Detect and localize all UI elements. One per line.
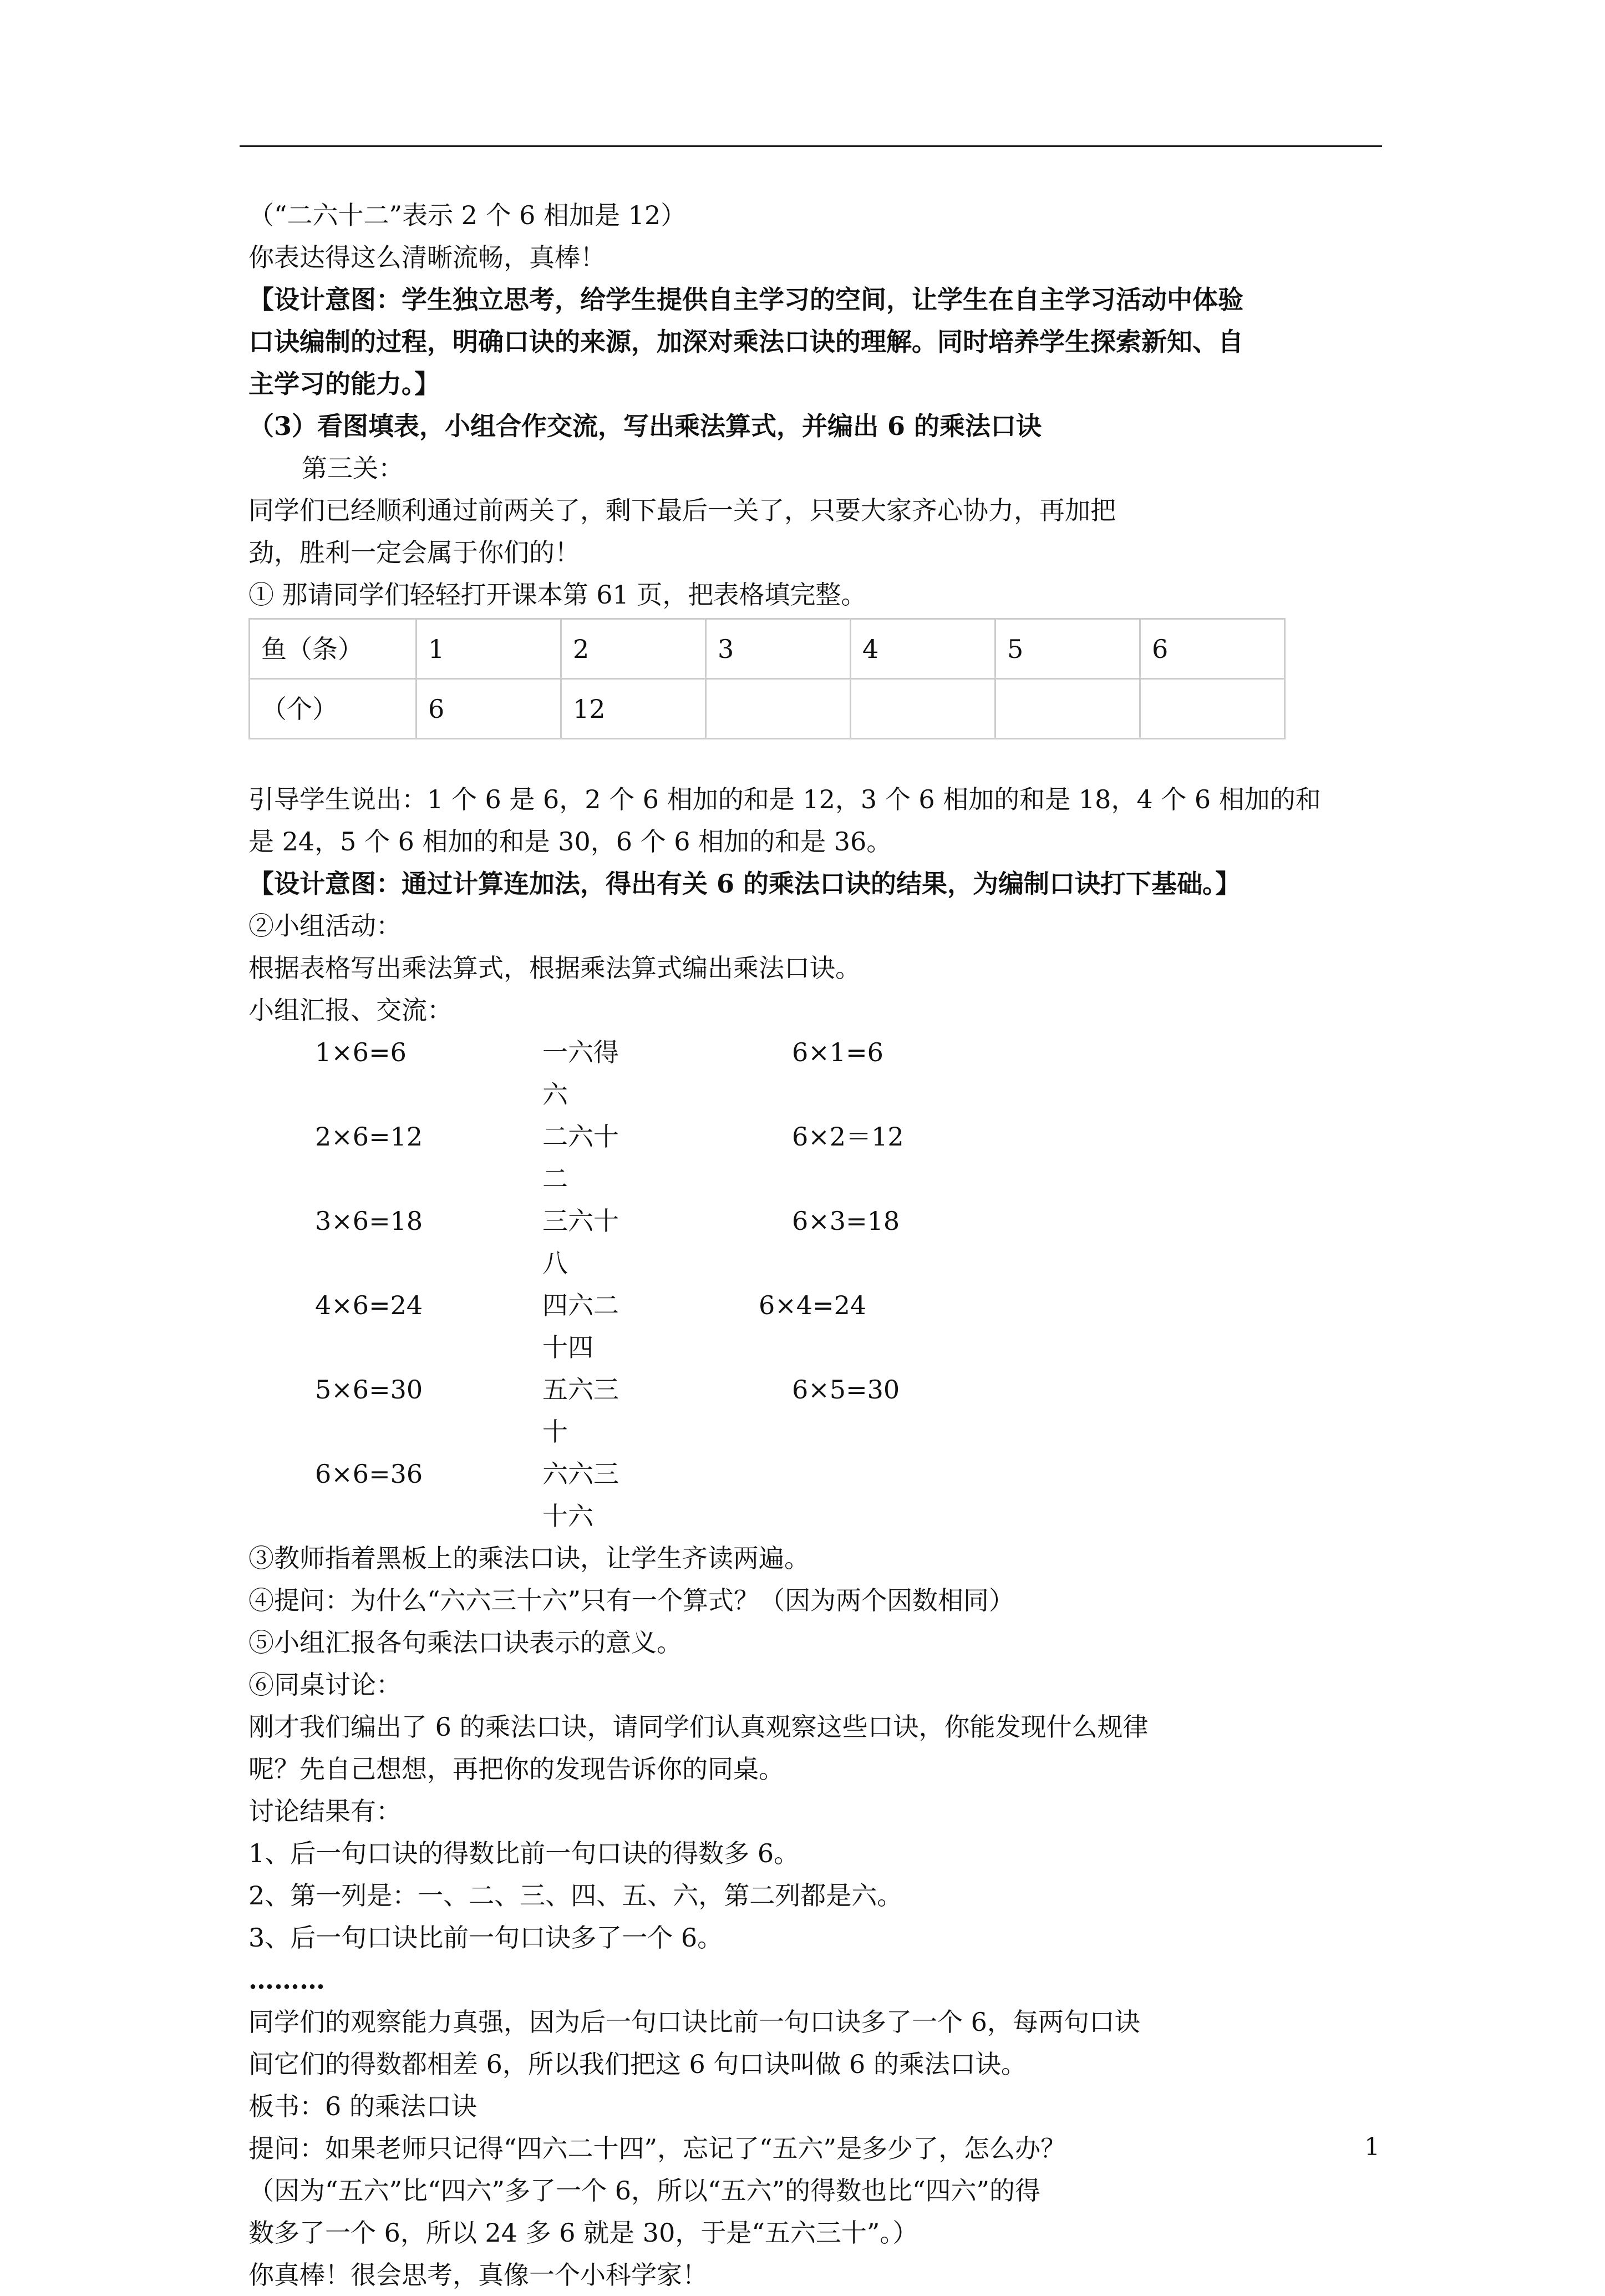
text-line: 1、后一句口诀的得数比前一句口诀的得数多 6。 [248, 1838, 800, 1868]
text-line: 同学们已经顺利通过前两关了，剩下最后一关了，只要大家齐心协力，再加把 [248, 495, 1116, 525]
formula-equation: 2×6=12 [315, 1122, 423, 1152]
table-cell [851, 679, 995, 739]
formula-equation-reverse: 6×3=18 [792, 1206, 900, 1236]
formula-equation: 5×6=30 [315, 1375, 423, 1405]
page-number: 1 [1364, 2133, 1380, 2161]
table-row [250, 619, 1285, 679]
text-line: ③教师指着黑板上的乘法口诀，让学生齐读两遍。 [248, 1543, 810, 1573]
table-cell: 3 [706, 619, 851, 679]
formula-equation-reverse [626, 1453, 936, 1537]
formula-rhyme: 二六十二 [542, 1122, 619, 1194]
text-line: 同学们的观察能力真强，因为后一句口诀比前一句口诀多了一个 6，每两句口诀 [248, 2007, 1140, 2037]
formula-rhyme: 四六二十四 [542, 1290, 619, 1362]
formula-equation: 6×6=36 [315, 1459, 423, 1489]
table-cell: 5 [995, 619, 1140, 679]
header-rule [240, 145, 1382, 147]
text-line: 根据表格写出乘法算式，根据乘法算式编出乘法口诀。 [248, 953, 861, 983]
table-cell: 鱼（条） [250, 619, 417, 679]
text-line: 数多了一个 6，所以 24 多 6 就是 30，于是“五六三十”。） [248, 2218, 918, 2248]
text-line: 刚才我们编出了 6 的乘法口诀，请同学们认真观察这些口诀，你能发现什么规律 [248, 1712, 1149, 1742]
step-heading: （3）看图填表，小组合作交流，写出乘法算式，并编出 6 的乘法口诀 [248, 411, 1042, 441]
task-line: ① 那请同学们轻轻打开课本第 61 页，把表格填完整。 [248, 580, 867, 610]
text-line: 劲，胜利一定会属于你们的！ [248, 538, 580, 567]
text-line: 3、后一句口诀比前一句口诀多了一个 6。 [248, 1923, 723, 1953]
text-line: 是 24，5 个 6 相加的和是 30，6 个 6 相加的和是 36。 [248, 827, 892, 856]
text-line: 讨论结果有： [248, 1796, 402, 1826]
table-cell: 2 [561, 619, 706, 679]
text-line: ⑤小组汇报各句乘法口诀表示的意义。 [248, 1628, 682, 1658]
design-intent-line: 主学习的能力。】 [248, 369, 440, 399]
text-line: 你真棒！很会思考，真像一个小科学家！ [248, 2260, 708, 2290]
formula-equation: 3×6=18 [315, 1206, 423, 1236]
design-intent-line: 口诀编制的过程，明确口诀的来源，加深对乘法口诀的理解。同时培养学生探索新知、自 [248, 327, 1243, 357]
formula-rhyme: 三六十八 [542, 1206, 619, 1278]
text-line: （因为“五六”比“四六”多了一个 6，所以“五六”的得数也比“四六”的得 [248, 2176, 1041, 2206]
formula-equation-reverse: 6×1=6 [792, 1037, 883, 1067]
table-cell: 12 [561, 679, 706, 739]
formula-equation-reverse: 6×2＝12 [792, 1122, 904, 1152]
text-line: 小组汇报、交流： [248, 995, 453, 1025]
table-cell [995, 679, 1140, 739]
text-line: ⑥同桌讨论： [248, 1670, 402, 1700]
document-body [248, 194, 1380, 2296]
table-cell [1140, 679, 1285, 739]
formula-equation: 1×6=6 [315, 1037, 407, 1067]
formula-rhyme: 一六得六 [542, 1037, 619, 1109]
table-row [250, 679, 1285, 739]
text-line: （“二六十二”表示 2 个 6 相加是 12） [248, 200, 687, 230]
table-cell: 1 [417, 619, 561, 679]
text-line: ②小组活动： [248, 911, 402, 941]
formula-equation: 4×6=24 [315, 1290, 423, 1320]
text-line: 提问：如果老师只记得“四六二十四”，忘记了“五六”是多少了，怎么办？ [248, 2133, 1066, 2163]
table-cell: 6 [1140, 619, 1285, 679]
formula-equation-reverse: 6×5=30 [792, 1375, 900, 1405]
table-cell: （个） [250, 679, 417, 739]
text-line: 间它们的得数都相差 6，所以我们把这 6 句口诀叫做 6 的乘法口诀。 [248, 2049, 1027, 2079]
text-line: 2、第一列是：一、二、三、四、五、六，第二列都是六。 [248, 1881, 903, 1910]
text-line: 呢？先自己想想，再把你的发现告诉你的同桌。 [248, 1754, 784, 1784]
table-cell [706, 679, 851, 739]
text-line: 你表达得这么清晰流畅，真棒！ [248, 242, 606, 272]
text-line: 板书：6 的乘法口诀 [248, 2091, 477, 2121]
stage-label: 第三关： [302, 453, 404, 483]
table-cell: 4 [851, 619, 995, 679]
ellipsis: ……… [248, 1965, 325, 1995]
formula-list [248, 1031, 1380, 1537]
formula-rhyme: 五六三十 [542, 1375, 619, 1447]
text-line: 引导学生说出：1 个 6 是 6，2 个 6 相加的和是 12，3 个 6 相加的和是 18，4 个 6 相加的和 [248, 784, 1321, 814]
design-intent-line: 【设计意图：通过计算连加法，得出有关 6 的乘法口诀的结果，为编制口诀打下基础。】 [248, 869, 1241, 899]
fish-table [248, 618, 1286, 739]
table-cell: 6 [417, 679, 561, 739]
design-intent-line: 【设计意图：学生独立思考，给学生提供自主学习的空间，让学生在自主学习活动中体验 [248, 285, 1243, 315]
formula-rhyme: 六六三十六 [542, 1459, 619, 1531]
text-line: ④提问：为什么“六六三十六”只有一个算式？（因为两个因数相同） [248, 1585, 1015, 1615]
formula-equation-reverse: 6×4=24 [759, 1290, 867, 1320]
